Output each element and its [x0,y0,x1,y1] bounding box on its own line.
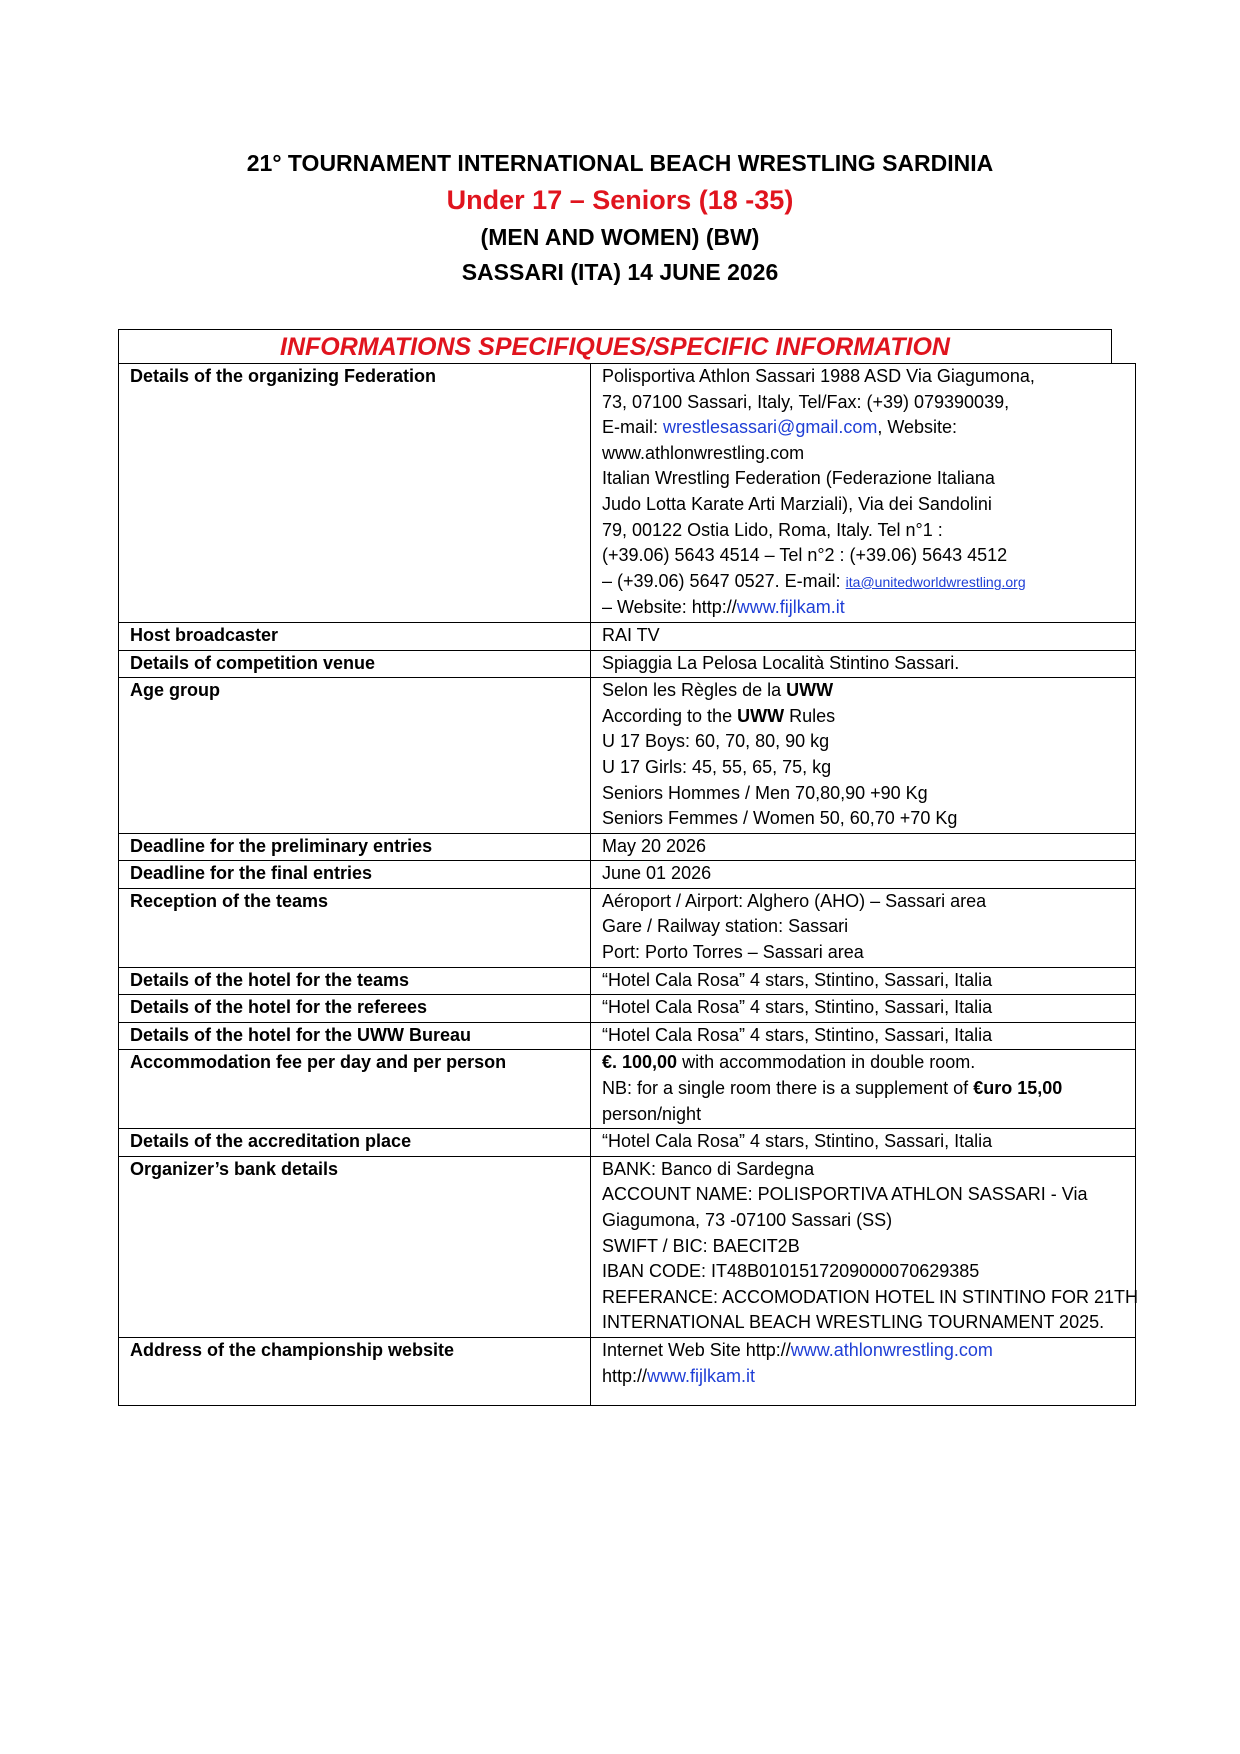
table-row [119,1022,1136,1050]
row-label: Reception of the teams [119,888,591,967]
row-value: “Hotel Cala Rosa” 4 stars, Stintino, Sassari, Italia [591,967,1136,995]
row-label: Age group [119,678,591,834]
federation-email-link[interactable]: ita@unitedworldwrestling.org [845,573,1026,590]
row-value: “Hotel Cala Rosa” 4 stars, Stintino, Sassari, Italia [591,1022,1136,1050]
place-date-subtitle: SASSARI (ITA) 14 JUNE 2026 [461,259,779,285]
table-row [119,888,1136,967]
table-row [119,650,1136,678]
table-row [119,1050,1136,1129]
athlon-website-link[interactable]: www.athlonwrestling.com [790,1339,993,1360]
gender-subtitle: (MEN AND WOMEN) (BW) [480,224,760,250]
row-label: Organizer’s bank details [119,1156,591,1337]
row-value: May 20 2026 [591,833,1136,861]
row-label: Details of competition venue [119,650,591,678]
row-value: “Hotel Cala Rosa” 4 stars, Stintino, Sassari, Italia [591,1129,1136,1157]
table-row [119,1337,1136,1405]
row-value: June 01 2026 [591,861,1136,889]
table-row [119,995,1136,1023]
age-categories-subtitle: Under 17 – Seniors (18 -35) [446,185,794,215]
table-row [119,967,1136,995]
table-row [119,364,1136,623]
row-label: Details of the accreditation place [119,1129,591,1157]
reception-details: Aéroport / Airport: Alghero (AHO) – Sassari area Gare / Railway station: Sassari Port: Porto Torres – Sassari area [591,888,1136,967]
row-label: Deadline for the preliminary entries [119,833,591,861]
row-value: “Hotel Cala Rosa” 4 stars, Stintino, Sassari, Italia [591,995,1136,1023]
specific-information-table [118,363,1139,1406]
table-row [119,1129,1136,1157]
bank-details: BANK: Banco di Sardegna ACCOUNT NAME: POLISPORTIVA ATHLON SASSARI - Via Giagumona, 73 -07100 Sassari (SS) SWIFT / BIC: BAECIT2B IBAN CODE: IT48B0101517209000070629385 REFERANCE: ACCOMODATION HOTEL IN STINTINO FOR 21TH INTERNATIONAL BEACH WRESTLING TOURNAMENT 2025. [591,1156,1136,1337]
organizer-website-text: www.athlonwrestling.com [602,442,805,463]
table-row [119,833,1136,861]
row-label: Details of the organizing Federation [119,364,591,623]
age-group-details: Selon les Règles de la UWW According to the UWW Rules U 17 Boys: 60, 70, 80, 90 kg U 17 Girls: 45, 55, 65, 75, kg Seniors Hommes / Men 70,80,90 +90 Kg Seniors Femmes / Women 50, 60,70 +70 Kg [591,678,1136,834]
organizer-email-link[interactable]: wrestlesassari@gmail.com [663,417,878,438]
row-value: RAI TV [591,622,1136,650]
row-label: Accommodation fee per day and per person [119,1050,591,1129]
table-row [119,622,1136,650]
document-header [0,146,1240,290]
table-row [119,678,1136,834]
row-label: Details of the hotel for the teams [119,967,591,995]
tournament-title: 21° TOURNAMENT INTERNATIONAL BEACH WRESTLING SARDINIA [246,150,994,176]
federation-website-link[interactable]: www.fijlkam.it [736,597,845,618]
row-label: Details of the hotel for the referees [119,995,591,1023]
championship-website-details: Internet Web Site http://www.athlonwrestling.com http://www.fijlkam.it [591,1337,1136,1405]
row-label: Host broadcaster [119,622,591,650]
accommodation-fee-details: €. 100,00 with accommodation in double room. NB: for a single room there is a supplement of €uro 15,00 person/night [591,1050,1136,1129]
table-row [119,861,1136,889]
table-row [119,1156,1136,1337]
row-label: Details of the hotel for the UWW Bureau [119,1022,591,1050]
row-value: Spiaggia La Pelosa Località Stintino Sassari. [591,650,1136,678]
specific-information-banner: INFORMATIONS SPECIFIQUES/SPECIFIC INFORMATION [118,329,1112,363]
organizing-federation-details: Polisportiva Athlon Sassari 1988 ASD Via Giagumona, 73, 07100 Sassari, Italy, Tel/Fax: (+39) 079390039, E-mail: wrestlesassari@gmail.com, Website: www.athlonwrestling.com Italian Wrestling Federation (Federazione Italiana Judo Lotta Karate Arti Marziali), Via dei Sandolini 79, 00122 Ostia Lido, Roma, Italy. Tel n°1 : (+39.06) 5643 4514 – Tel n°2 : (+39.06) 5643 4512 – (+39.06) 5647 0527. E-mail: ita@unitedworldwrestling.org – Website: http://www.fijlkam.it [591,364,1136,623]
row-label: Address of the championship website [119,1337,591,1405]
fijlkam-website-link[interactable]: www.fijlkam.it [647,1365,756,1386]
row-label: Deadline for the final entries [119,861,591,889]
